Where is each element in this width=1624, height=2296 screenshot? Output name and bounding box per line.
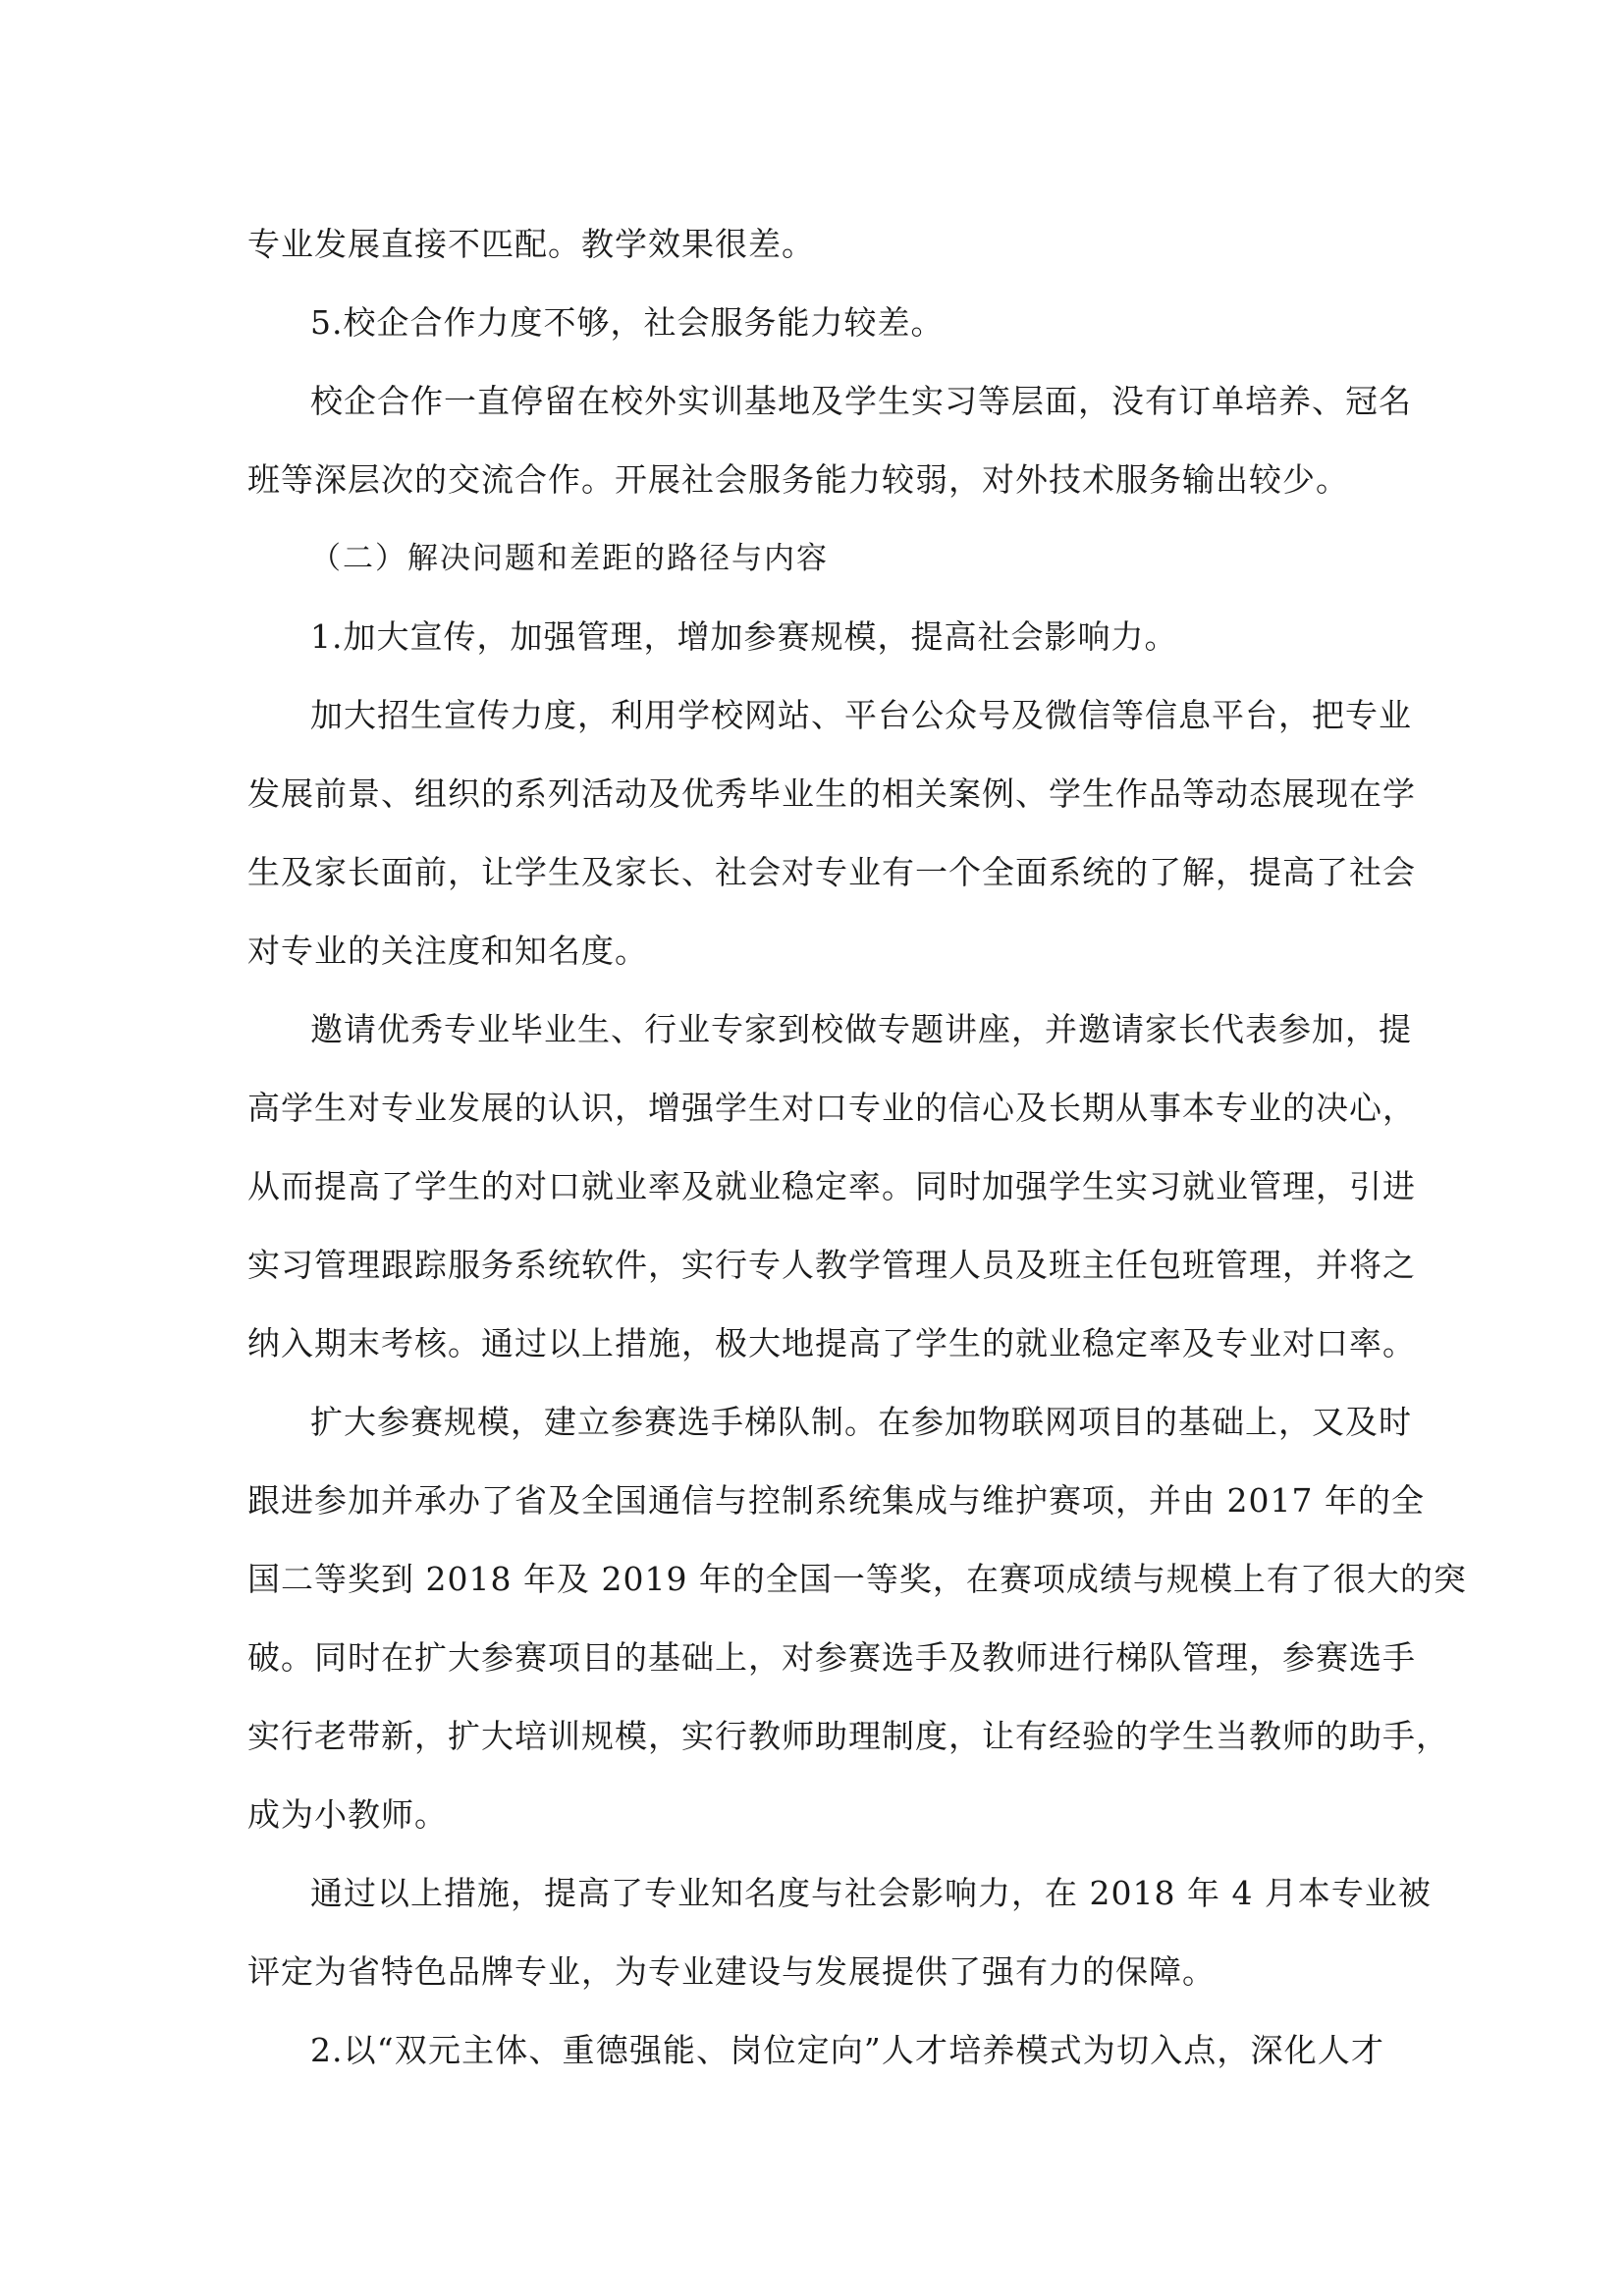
paragraph-line: 实习管理跟踪服务系统软件，实行专人教学管理人员及班主任包班管理，并将之: [247, 1246, 1416, 1284]
paragraph-line: 评定为省特色品牌专业，为专业建设与发展提供了强有力的保障。: [247, 1952, 1216, 1991]
list-item-heading: 2.以“双元主体、重德强能、岗位定向”人才培养模式为切入点，深化人才: [310, 2031, 1384, 2069]
list-item-heading: 1.加大宣传，加强管理，增加参赛规模，提高社会影响力。: [310, 617, 1178, 656]
paragraph-line: 高学生对专业发展的认识，增强学生对口专业的信心及长期从事本专业的决心，: [247, 1089, 1416, 1127]
paragraph-line: 扩大参赛规模，建立参赛选手梯队制。在参加物联网项目的基础上，又及时: [310, 1403, 1412, 1441]
section-heading: （二）解决问题和差距的路径与内容: [310, 541, 829, 576]
paragraph-line: 实行老带新，扩大培训规模，实行教师助理制度，让有经验的学生当教师的助手，: [247, 1717, 1449, 1755]
paragraph-line: 跟进参加并承办了省及全国通信与控制系统集成与维护赛项，并由 2017 年的全: [247, 1481, 1425, 1520]
paragraph-line: 专业发展直接不匹配。教学效果很差。: [247, 225, 815, 263]
paragraph-line: 对专业的关注度和知名度。: [247, 932, 648, 970]
paragraph-line: 破。同时在扩大参赛项目的基础上，对参赛选手及教师进行梯队管理，参赛选手: [247, 1638, 1416, 1677]
paragraph-line: 从而提高了学生的对口就业率及就业稳定率。同时加强学生实习就业管理，引进: [247, 1167, 1416, 1205]
paragraph-line: 班等深层次的交流合作。开展社会服务能力较弱，对外技术服务输出较少。: [247, 460, 1349, 499]
paragraph-line: 通过以上措施，提高了专业知名度与社会影响力，在 2018 年 4 月本专业被: [310, 1874, 1432, 1912]
list-item-heading: 5.校企合作力度不够，社会服务能力较差。: [310, 303, 945, 342]
paragraph-line: 成为小教师。: [247, 1795, 448, 1834]
paragraph-line: 国二等奖到 2018 年及 2019 年的全国一等奖，在赛项成绩与规模上有了很大的突: [247, 1560, 1467, 1598]
paragraph-line: 发展前景、组织的系列活动及优秀毕业生的相关案例、学生作品等动态展现在学: [247, 774, 1416, 813]
paragraph-line: 加大招生宣传力度，利用学校网站、平台公众号及微信等信息平台，把专业: [310, 696, 1412, 734]
paragraph-line: 生及家长面前，让学生及家长、社会对专业有一个全面系统的了解，提高了社会: [247, 853, 1416, 891]
paragraph-line: 邀请优秀专业毕业生、行业专家到校做专题讲座，并邀请家长代表参加，提: [310, 1010, 1412, 1048]
paragraph-line: 纳入期末考核。通过以上措施，极大地提高了学生的就业稳定率及专业对口率。: [247, 1324, 1416, 1362]
paragraph-line: 校企合作一直停留在校外实训基地及学生实习等层面，没有订单培养、冠名: [310, 382, 1412, 420]
